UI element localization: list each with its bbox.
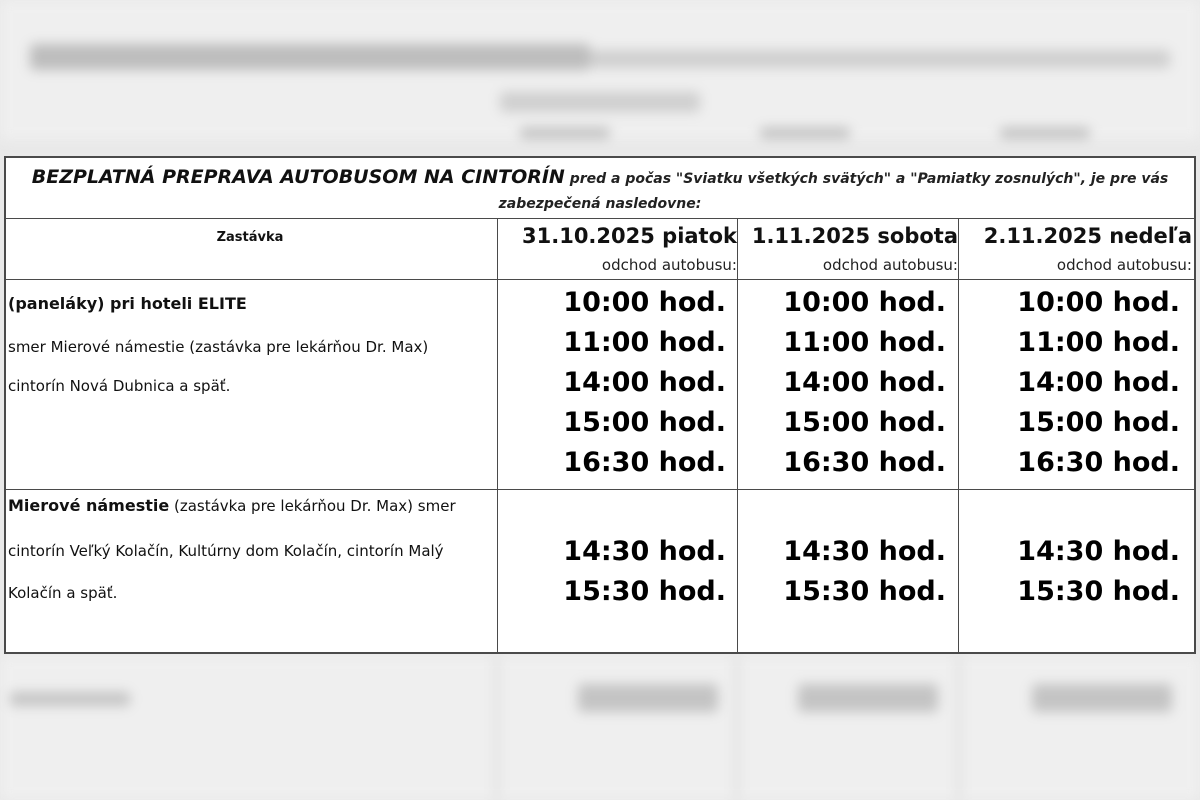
table-border-right — [1194, 156, 1196, 654]
header-stop-label: Zastávka — [216, 230, 284, 245]
time-friday-r1-5: 16:30 hod. — [563, 447, 726, 478]
title-rest: pred a počas "Sviatku všetkých svätých" a "Pamiatky zosnulých", je pre vás zabezpečená nasledovne: — [498, 171, 1169, 212]
column-divider-1 — [497, 218, 498, 654]
route-1-direction: smer Mierové námestie (zastávka pre lekárňou Dr. Max) — [8, 338, 429, 356]
column-divider-3 — [958, 218, 959, 654]
time-saturday-r1-3: 14:00 hod. — [783, 367, 946, 398]
route-1-destination: cintorín Nová Dubnica a späť. — [8, 377, 231, 395]
blurred-footer-background — [0, 656, 1200, 800]
title-divider — [4, 218, 1196, 219]
route-2-start-bold: Mierové námestie — [8, 496, 170, 515]
time-friday-r2-2: 15:30 hod. — [563, 576, 726, 607]
header-date-saturday: 1.11.2025 sobota — [751, 224, 958, 248]
route-2-destination: Kolačín a späť. — [8, 584, 118, 602]
column-divider-2 — [737, 218, 738, 654]
route-2-direction: cintorín Veľký Kolačín, Kultúrny dom Kolačín, cintorín Malý — [8, 542, 444, 560]
time-saturday-r2-2: 15:30 hod. — [783, 576, 946, 607]
time-saturday-r1-5: 16:30 hod. — [783, 447, 946, 478]
document-title — [12, 166, 1188, 216]
time-friday-r1-4: 15:00 hod. — [563, 407, 726, 438]
time-sunday-r1-3: 14:00 hod. — [1017, 367, 1180, 398]
time-sunday-r1-1: 10:00 hod. — [1017, 287, 1180, 318]
header-departure-saturday: odchod autobusu: — [822, 256, 958, 274]
bus-schedule-document — [4, 156, 1196, 654]
header-date-sunday: 2.11.2025 nedeľa — [983, 224, 1192, 248]
table-border-top — [4, 156, 1196, 158]
time-sunday-r2-1: 14:30 hod. — [1017, 536, 1180, 567]
route-divider — [4, 489, 1196, 490]
header-departure-sunday: odchod autobusu: — [1056, 256, 1192, 274]
time-saturday-r1-2: 11:00 hod. — [783, 327, 946, 358]
time-saturday-r2-1: 14:30 hod. — [783, 536, 946, 567]
title-main: BEZPLATNÁ PREPRAVA AUTOBUSOM NA CINTORÍN — [31, 166, 565, 188]
time-friday-r1-2: 11:00 hod. — [563, 327, 726, 358]
time-sunday-r1-5: 16:30 hod. — [1017, 447, 1180, 478]
time-sunday-r1-4: 15:00 hod. — [1017, 407, 1180, 438]
time-sunday-r1-2: 11:00 hod. — [1017, 327, 1180, 358]
time-friday-r2-1: 14:30 hod. — [563, 536, 726, 567]
time-friday-r1-3: 14:00 hod. — [563, 367, 726, 398]
time-saturday-r1-1: 10:00 hod. — [783, 287, 946, 318]
time-friday-r1-1: 10:00 hod. — [563, 287, 726, 318]
time-sunday-r2-2: 15:30 hod. — [1017, 576, 1180, 607]
time-saturday-r1-4: 15:00 hod. — [783, 407, 946, 438]
header-departure-friday: odchod autobusu: — [601, 256, 737, 274]
header-divider — [4, 279, 1196, 280]
table-border-bottom — [4, 652, 1196, 654]
route-2-start-rest: (zastávka pre lekárňou Dr. Max) smer — [169, 497, 456, 515]
blurred-header-background — [0, 0, 1200, 140]
route-2-start — [8, 496, 456, 515]
route-1-start: (paneláky) pri hoteli ELITE — [8, 294, 247, 313]
header-date-friday: 31.10.2025 piatok — [522, 224, 737, 248]
